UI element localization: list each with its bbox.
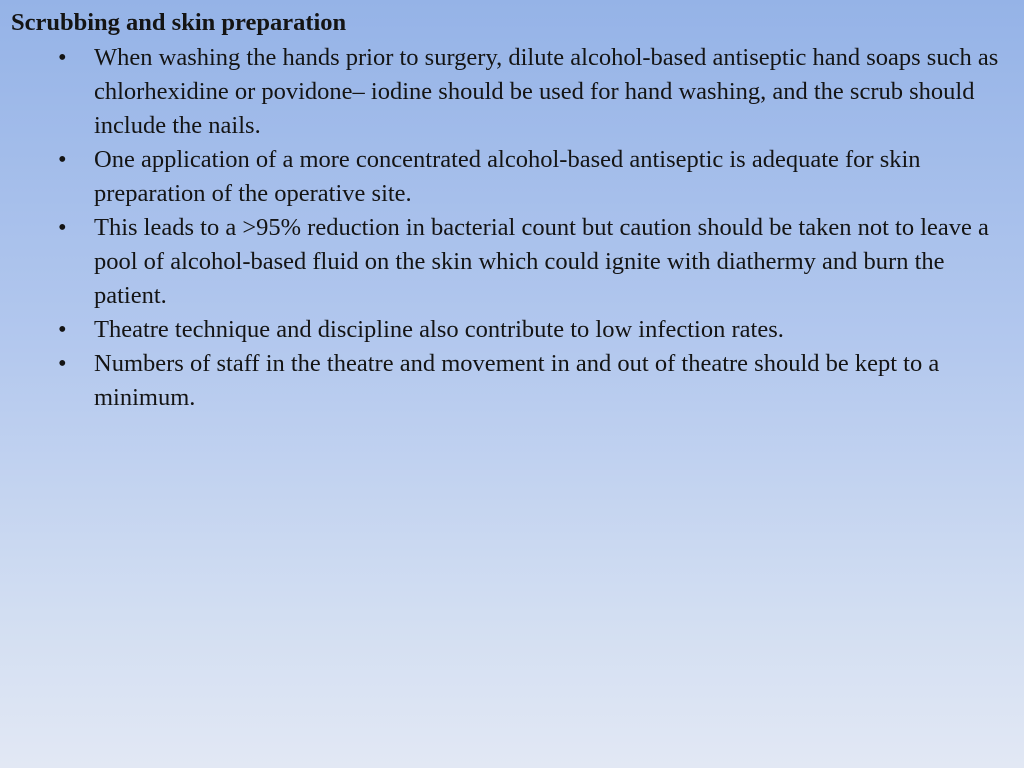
bullet-text: One application of a more concentrated alcohol-based antiseptic is adequate for skin preparation of the operative site. bbox=[94, 146, 921, 207]
bullet-item-bacterial-reduction bbox=[58, 211, 1008, 313]
bullet-icon: • bbox=[58, 350, 67, 377]
bullet-item-skin-prep bbox=[58, 143, 1008, 211]
bullet-icon: • bbox=[58, 214, 67, 241]
slide-title: Scrubbing and skin preparation bbox=[11, 9, 347, 36]
bullet-icon: • bbox=[58, 44, 67, 71]
bullet-icon: • bbox=[58, 146, 67, 173]
bullet-item-handwashing bbox=[58, 41, 1008, 143]
bullet-text: Theatre technique and discipline also contribute to low infection rates. bbox=[94, 316, 784, 343]
bullet-text: Numbers of staff in the theatre and movement in and out of theatre should be kept to a minimum. bbox=[94, 350, 940, 411]
bullet-item-theatre-technique bbox=[58, 313, 1008, 347]
bullet-icon: • bbox=[58, 316, 67, 343]
bullet-item-staff-movement bbox=[58, 347, 1008, 415]
bullet-text: When washing the hands prior to surgery, dilute alcohol-based antiseptic hand soaps such as chlorhexidine or povidone– iodine should be used for hand washing, and the scrub should include the nails. bbox=[94, 44, 999, 139]
bullet-list bbox=[58, 41, 1008, 415]
bullet-text: This leads to a >95% reduction in bacterial count but caution should be taken not to leave a pool of alcohol-based fluid on the skin which could ignite with diathermy and burn the patient. bbox=[94, 214, 989, 309]
